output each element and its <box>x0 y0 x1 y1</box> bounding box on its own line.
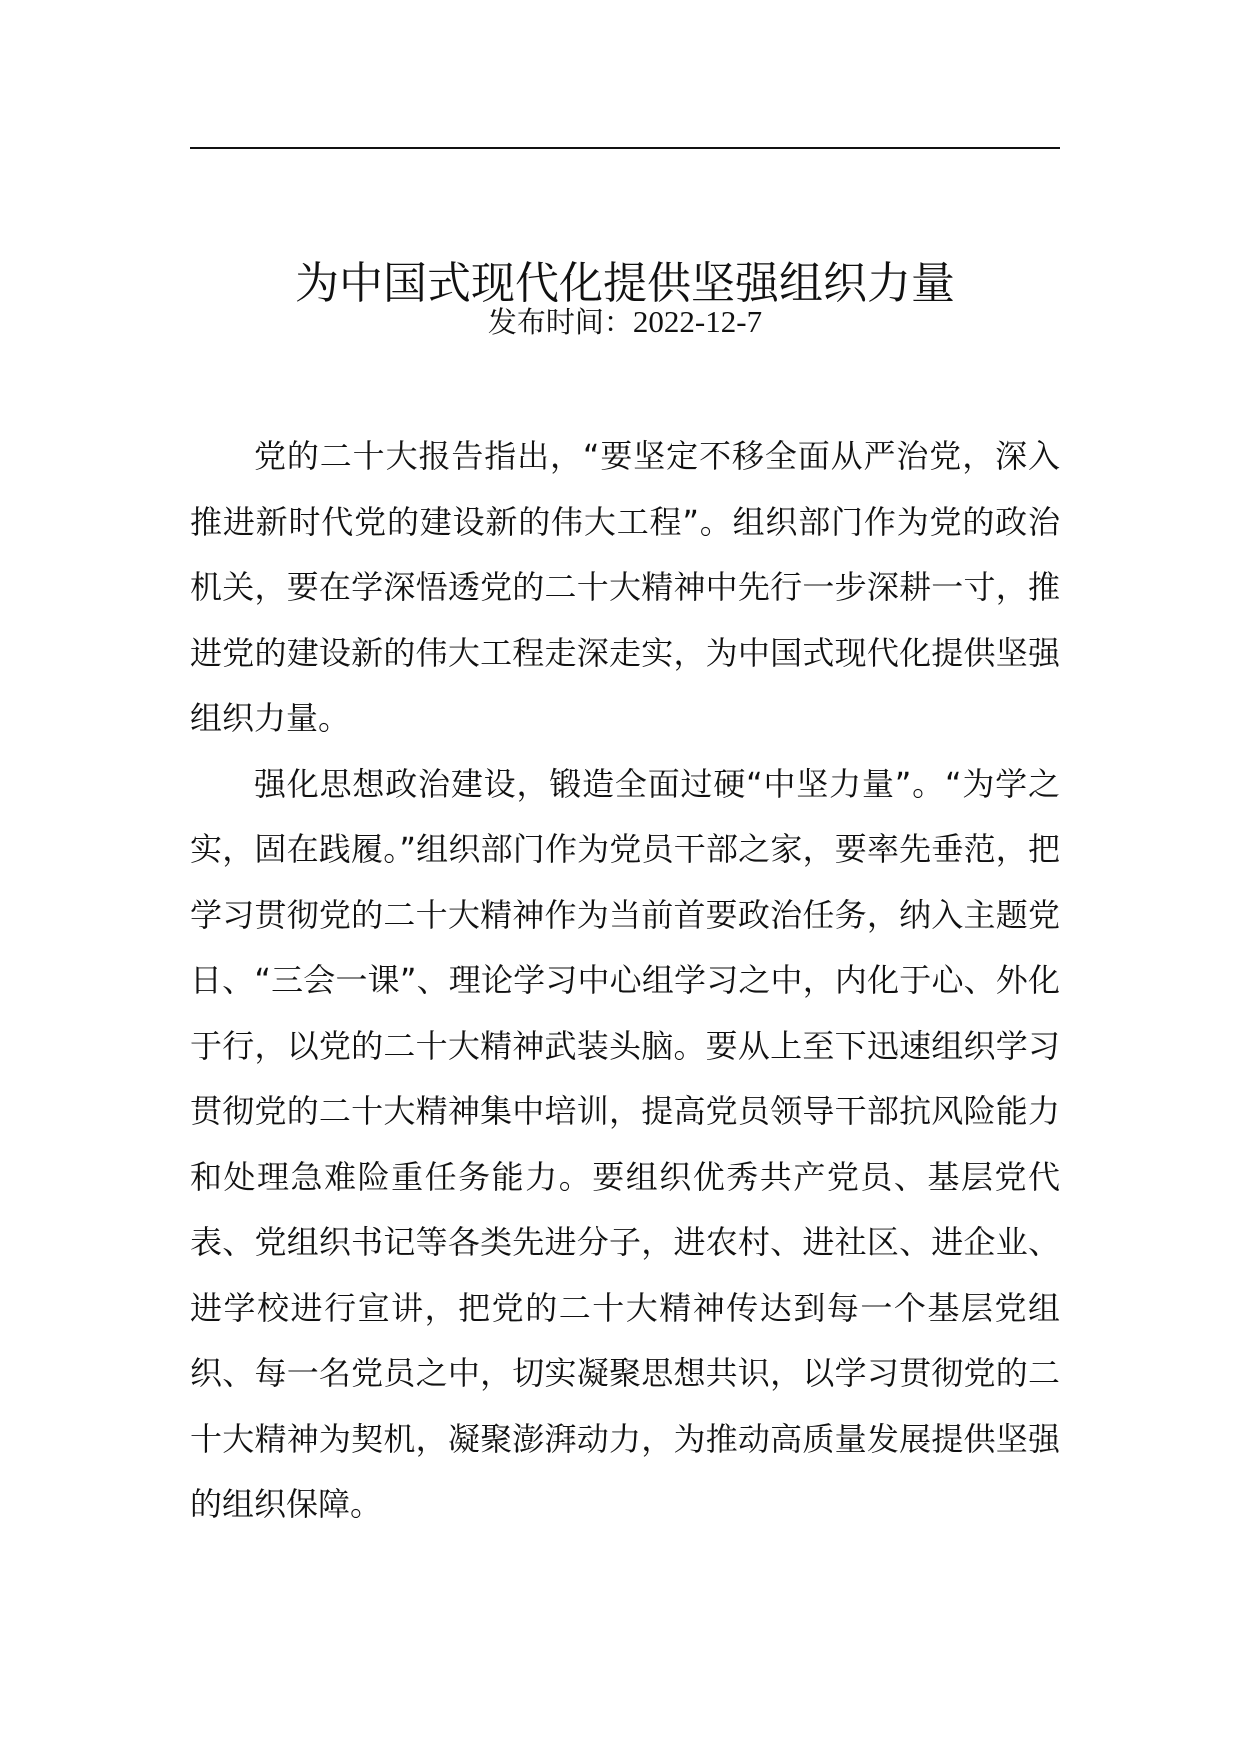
paragraph-intro: 党的二十大报告指出，“要坚定不移全面从严治党，深入推进新时代党的建设新的伟大工程”。组织部门作为党的政治机关，要在学深悟透党的二十大精神中先行一步深耕一寸，推进党的建设新的伟大工程走深走实，为中国式现代化提供坚强组织力量。 <box>190 437 1060 737</box>
publish-date-label: 发布时间： <box>487 305 633 339</box>
publish-date <box>190 302 1060 342</box>
publish-date-value: 2022-12-7 <box>632 304 763 339</box>
header-rule <box>190 147 1060 149</box>
article-body <box>190 424 1060 1538</box>
paragraph-political-building: 强化思想政治建设，锻造全面过硬“中坚力量”。“为学之实，固在践履。”组织部门作为党员干部之家，要率先垂范，把学习贯彻党的二十大精神作为当前首要政治任务，纳入主题党日、“三会一课”、理论学习中心组学习之中，内化于心、外化于行，以党的二十大精神武装头脑。要从上至下迅速组织学习贯彻党的二十大精神集中培训，提高党员领导干部抗风险能力和处理急难险重任务能力。要组织优秀共产党员、基层党代表、党组织书记等各类先进分子，进农村、进社区、进企业、进学校进行宣讲，把党的二十大精神传达到每一个基层党组织、每一名党员之中，切实凝聚思想共识，以学习贯彻党的二十大精神为契机，凝聚澎湃动力，为推动高质量发展提供坚强的组织保障。 <box>190 764 1060 1523</box>
article-title: 为中国式现代化提供坚强组织力量 <box>295 258 955 310</box>
